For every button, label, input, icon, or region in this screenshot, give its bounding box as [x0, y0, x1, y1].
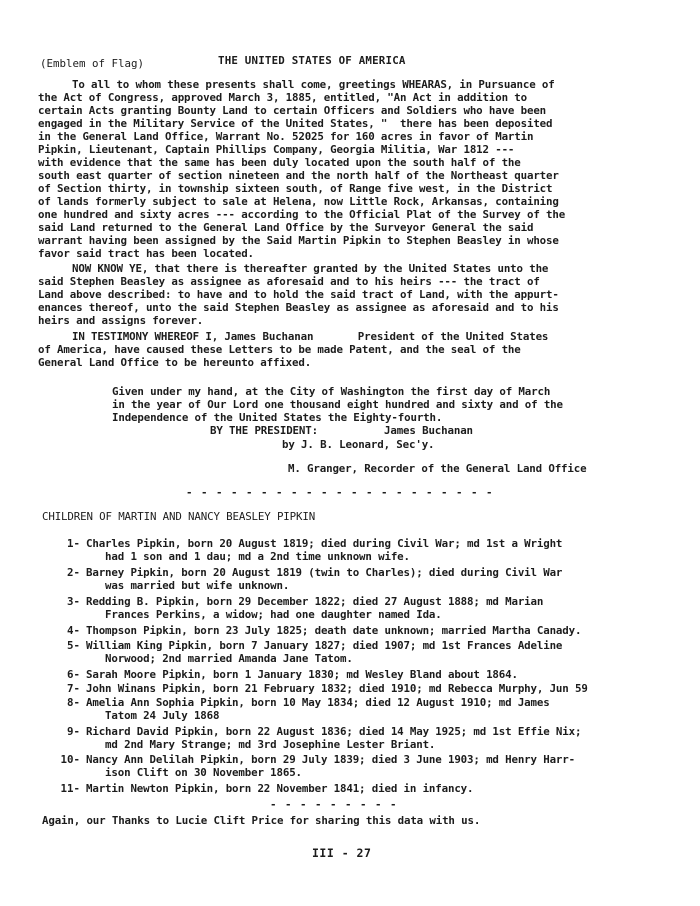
child-entry: Richard David Pipkin, born 22 August 1836; died 14 May 1925; md 1st Effie Nix; — [86, 725, 582, 738]
patent-line: of America, have caused these Letters to be made Patent, and the seal of the — [38, 343, 521, 356]
child-entry: Charles Pipkin, born 20 August 1819; died during Civil War; md 1st a Wright — [86, 537, 563, 550]
child-number: 11- — [60, 782, 80, 795]
child-entry: Tatom 24 July 1868 — [86, 709, 220, 722]
child-number: 10- — [60, 753, 80, 766]
patent-line: heirs and assigns forever. — [38, 314, 204, 327]
child-entry: Amelia Ann Sophia Pipkin, born 10 May 1834; died 12 August 1910; md James — [86, 696, 550, 709]
patent-line: certain Acts granting Bounty Land to certain Officers and Soldiers who have been — [38, 104, 547, 117]
president-name: James Buchanan — [384, 424, 473, 437]
thanks-note: Again, our Thanks to Lucie Clift Price for sharing this data with us. — [42, 814, 481, 827]
divider: - - - - - - - - - — [270, 798, 398, 811]
child-number: 1- — [66, 537, 80, 550]
child-entry: had 1 son and 1 dau; md a 2nd time unknown wife. — [86, 550, 410, 563]
child-entry: Frances Perkins, a widow; had one daughter named Ida. — [86, 608, 442, 621]
child-entry: was married but wife unknown. — [86, 579, 290, 592]
divider: - - - - - - - - - - - - - - - - - - - - - — [186, 486, 494, 499]
child-entry: Nancy Ann Delilah Pipkin, born 29 July 1839; died 3 June 1903; md Henry Harr- — [86, 753, 575, 766]
patent-line: the Act of Congress, approved March 3, 1885, entitled, "An Act in addition to — [38, 91, 527, 104]
child-entry: Redding B. Pipkin, born 29 December 1822; died 27 August 1888; md Marian — [86, 595, 544, 608]
given-line: in the year of Our Lord one thousand eight hundred and sixty and of the — [112, 398, 563, 411]
document-title: THE UNITED STATES OF AMERICA — [218, 54, 406, 67]
patent-line: warrant having been assigned by the Said Martin Pipkin to Stephen Beasley in whose — [38, 234, 559, 247]
children-heading: CHILDREN OF MARTIN AND NANCY BEASLEY PIPKIN — [42, 510, 316, 523]
child-number: 5- — [66, 639, 80, 652]
patent-line: said Stephen Beasley as assignee as aforesaid and to his heirs --- the tract of — [38, 275, 540, 288]
child-entry: Martin Newton Pipkin, born 22 November 1841; died in infancy. — [86, 782, 474, 795]
child-number: 6- — [66, 668, 80, 681]
by-president-label: BY THE PRESIDENT: — [210, 424, 318, 437]
recorder-signature: M. Granger, Recorder of the General Land Office — [288, 462, 587, 475]
child-number: 2- — [66, 566, 80, 579]
patent-line: Pipkin, Lieutenant, Captain Phillips Company, Georgia Militia, War 1812 --- — [38, 143, 515, 156]
patent-line: favor said tract has been located. — [38, 247, 254, 260]
child-entry: John Winans Pipkin, born 21 February 1832; died 1910; md Rebecca Murphy, Jun 59 — [86, 682, 588, 695]
child-number: 4- — [66, 624, 80, 637]
patent-line: Land above described: to have and to hold the said tract of Land, with the appurt- — [38, 288, 559, 301]
patent-line: engaged in the Military Service of the United States, " there has been deposited — [38, 117, 553, 130]
patent-line: IN TESTIMONY WHEREOF I, James Buchanan President of the United States — [72, 330, 549, 343]
emblem-note: (Emblem of Flag) — [40, 57, 145, 70]
given-line: Independence of the United States the Eighty-fourth. — [112, 411, 443, 424]
patent-line: NOW KNOW YE, that there is thereafter granted by the United States unto the — [72, 262, 549, 275]
patent-line: enances thereof, unto the said Stephen Beasley as assignee as aforesaid and to his — [38, 301, 559, 314]
patent-line: To all to whom these presents shall come, greetings WHEARAS, in Pursuance of — [72, 78, 555, 91]
given-line: Given under my hand, at the City of Washington the first day of March — [112, 385, 551, 398]
child-entry: Sarah Moore Pipkin, born 1 January 1830; md Wesley Bland about 1864. — [86, 668, 518, 681]
patent-line: of Section thirty, in township sixteen south, of Range five west, in the District — [38, 182, 553, 195]
child-number: 8- — [66, 696, 80, 709]
page-number: III - 27 — [312, 846, 372, 860]
child-entry: md 2nd Mary Strange; md 3rd Josephine Lester Briant. — [86, 738, 436, 751]
patent-line: one hundred and sixty acres --- according to the Official Plat of the Survey of the — [38, 208, 566, 221]
patent-line: of lands formerly subject to sale at Helena, now Little Rock, Arkansas, containing — [38, 195, 559, 208]
secretary-signature: by J. B. Leonard, Sec'y. — [282, 438, 435, 451]
child-number: 9- — [66, 725, 80, 738]
patent-line: south east quarter of section nineteen and the north half of the Northeast quarter — [38, 169, 559, 182]
child-entry: Norwood; 2nd married Amanda Jane Tatom. — [86, 652, 353, 665]
patent-line: in the General Land Office, Warrant No. 52025 for 160 acres in favor of Martin — [38, 130, 534, 143]
patent-line: with evidence that the same has been duly located upon the south half of the — [38, 156, 521, 169]
child-entry: ison Clift on 30 November 1865. — [86, 766, 302, 779]
child-number: 3- — [66, 595, 80, 608]
child-number: 7- — [66, 682, 80, 695]
child-entry: William King Pipkin, born 7 January 1827; died 1907; md 1st Frances Adeline — [86, 639, 563, 652]
patent-line: said Land returned to the General Land Office by the Surveyor General the said — [38, 221, 534, 234]
child-entry: Barney Pipkin, born 20 August 1819 (twin to Charles); died during Civil War — [86, 566, 563, 579]
patent-line: General Land Office to be hereunto affixed. — [38, 356, 312, 369]
child-entry: Thompson Pipkin, born 23 July 1825; death date unknown; married Martha Canady. — [86, 624, 582, 637]
